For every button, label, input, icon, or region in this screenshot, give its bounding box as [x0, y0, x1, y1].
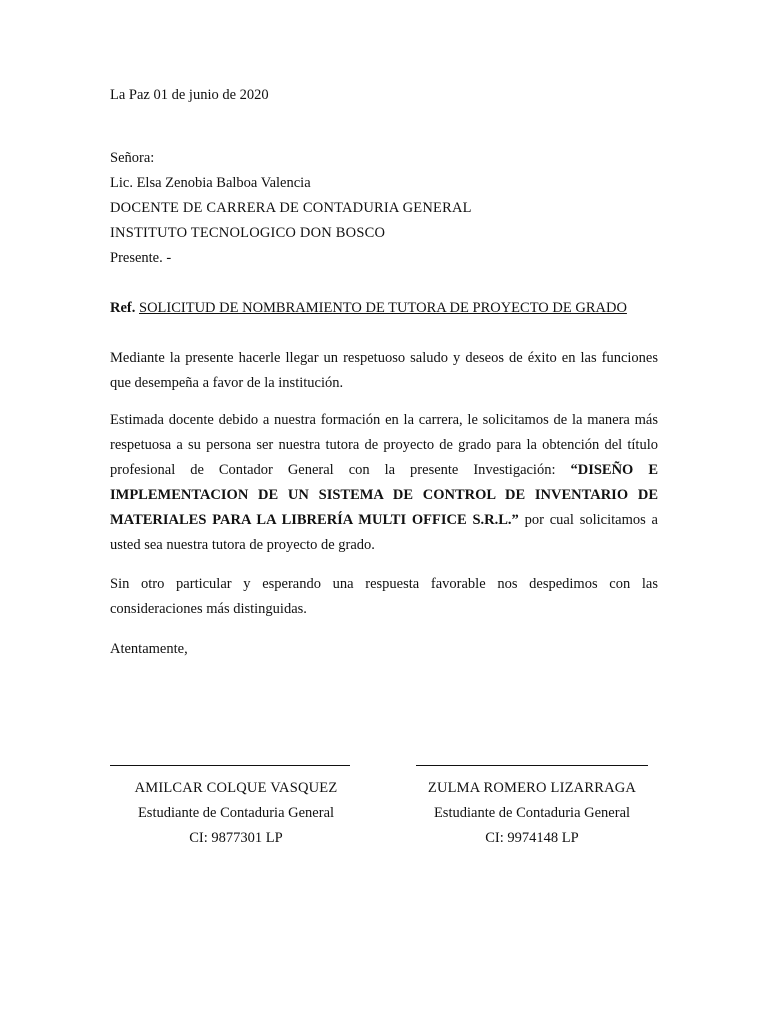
recipient-role: DOCENTE DE CARRERA DE CONTADURIA GENERAL [110, 200, 472, 216]
paragraph-request-start: Estimada docente debido a nuestra formación en la carrera, le solicitamos de la manera más respetuosa a su persona ser nuestra tutora de proyecto de grado para la obtención del título profesional de Contador General con la presente Investigación: [110, 412, 658, 478]
reference-line [110, 299, 627, 317]
recipient-institution: INSTITUTO TECNOLOGICO DON BOSCO [110, 225, 386, 241]
signature-line-1 [110, 765, 350, 766]
signer-role: Estudiante de Contaduria General [137, 805, 335, 821]
signature-line-2 [416, 765, 648, 766]
signature-block-2 [402, 776, 662, 851]
closing: Atentamente, [110, 641, 188, 657]
paragraph-greeting: Mediante la presente hacerle llegar un respetuoso saludo y deseos de éxito en las funciones que desempeña a favor de la institución. [110, 350, 658, 391]
ref-label: Ref. [110, 300, 136, 316]
signer-name: ZULMA ROMERO LIZARRAGA [427, 780, 637, 796]
letter-date: La Paz 01 de junio de 2020 [110, 87, 269, 103]
recipient-name: Lic. Elsa Zenobia Balboa Valencia [110, 175, 311, 191]
signer-role: Estudiante de Contaduria General [433, 805, 631, 821]
signer-ci: CI: 9974148 LP [485, 830, 579, 846]
paragraph-request [110, 408, 658, 558]
ref-subject: SOLICITUD DE NOMBRAMIENTO DE TUTORA DE PROYECTO DE GRADO [139, 300, 627, 316]
signature-block-1 [106, 776, 366, 851]
salutation: Señora: [110, 150, 155, 166]
paragraph-farewell: Sin otro particular y esperando una respuesta favorable nos despedimos con las consideraciones más distinguidas. [110, 576, 658, 617]
project-title: “DISEÑO E IMPLEMENTACION DE UN SISTEMA DE CONTROL DE INVENTARIO DE MATERIALES PARA LA LIBRERÍA MULTI OFFICE S.R.L.” [110, 462, 658, 528]
presente-line: Presente. - [110, 250, 172, 266]
signer-name: AMILCAR COLQUE VASQUEZ [134, 780, 338, 796]
signer-ci: CI: 9877301 LP [189, 830, 283, 846]
paragraph-request-end: por cual solicitamos a usted sea nuestra tutora de proyecto de grado. [110, 512, 658, 553]
